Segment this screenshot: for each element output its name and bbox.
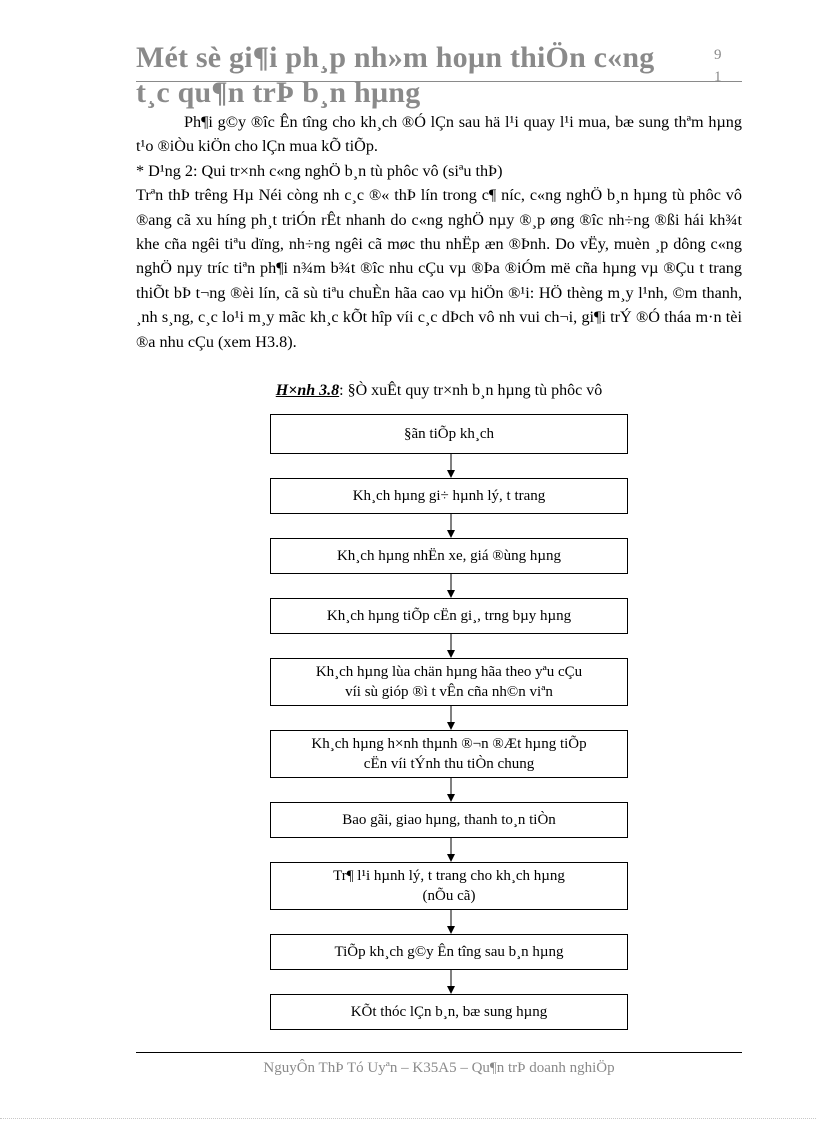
footer-divider [136, 1052, 742, 1053]
flow-arrow-7 [444, 838, 458, 862]
flow-step-6: Kh¸ch hµng h×nh thµnh ®¬n ®Æt hµng tiÕp cËn víi tÝnh thu tiÒn chung [270, 730, 628, 778]
flow-arrow-8 [444, 910, 458, 934]
flow-step-1: §ãn tiÕp kh¸ch [270, 414, 628, 454]
page-number-digit-2: 1 [714, 69, 722, 85]
figure-label: H×nh 3.8 [275, 382, 340, 399]
body-text [136, 110, 742, 354]
flow-arrow-2 [444, 514, 458, 538]
flow-arrow-9 [444, 970, 458, 994]
flow-step-4: Kh¸ch hµng tiÕp cËn gi¸, trng bµy hµng [270, 598, 628, 634]
flow-arrow-3 [444, 574, 458, 598]
header-title-line-1: Mét sè gi¶i ph¸p nh»m hoµn thiÖn c«ng [136, 41, 655, 74]
paragraph-1: Ph¶i g©y ®îc Ên tîng cho kh¸ch ®Ó lÇn sau hä l¹i quay l¹i mua, bæ sung thªm hµng t¹o ®iÒu kiÖn cho lÇn mua kÕ tiÕp. [136, 113, 742, 156]
flow-step-10: KÕt thóc lÇn b¸n, bæ sung hµng [270, 994, 628, 1030]
flow-step-9: TiÕp kh¸ch g©y Ên tîng sau b¸n hµng [270, 934, 628, 970]
flow-step-3: Kh¸ch hµng nhËn xe, giá ®ùng hµng [270, 538, 628, 574]
page-bottom-edge [0, 1118, 816, 1119]
flow-arrow-4 [444, 634, 458, 658]
flow-step-2: Kh¸ch hµng gi÷ hµnh lý, t trang [270, 478, 628, 514]
page-number-digit-1: 9 [714, 47, 722, 63]
flow-arrow-5 [444, 706, 458, 730]
figure-caption [136, 381, 742, 401]
figure-caption-text: §Ò xuÊt quy tr×nh b¸n hµng tù phôc vô [347, 382, 603, 399]
flow-step-8: Tr¶ l¹i hµnh lý, t trang cho kh¸ch hµng (nÕu cã) [270, 862, 628, 910]
flow-step-7: Bao gãi, giao hµng, thanh to¸n tiÒn [270, 802, 628, 838]
flow-arrow-1 [444, 454, 458, 478]
paragraph-3: Trªn thÞ trêng Hµ Néi còng nh c¸c ®« thÞ lín trong c¶ níc, c«ng nghÖ b¸n hµng tù phôc vô ®ang cã xu híng ph¸t triÓn rÊt nhanh do c«ng nghÖ nµy ®¸p øng ®îc nh÷ng ®ßi hái kh¾t khe cña ngêi tiªu dïng, nh÷ng ngêi cã møc thu nhËp æn ®Þnh. Do vËy, muèn ¸p dông c«ng nghÖ nµy tríc tiªn ph¶i n¾m b¾t ®îc nhu cÇu vµ ®Þa ®iÓm më cña hµng vµ ®Çu t trang thiÕt bÞ t¬ng ®èi lín, cã sù tiªu chuÈn hãa cao vµ hiÖn ®¹i: HÖ thèng m¸y l¹nh, ©m thanh, ¸nh s¸ng, c¸c lo¹i m¸y mãc kh¸c kÕt hîp víi c¸c dÞch vô nh vui ch¬i, gi¶i trÝ ®Ó tháa m·n tèi ®a nhu cÇu (xem H3.8). [136, 186, 742, 351]
footer-text: NguyÔn ThÞ Tó Uyªn – K35A5 – Qu¶n trÞ doanh nghiÖp [263, 1060, 615, 1076]
page-header-title [136, 40, 706, 110]
flow-step-5: Kh¸ch hµng lùa chän hµng hãa theo yªu cÇu víi sù gióp ®ì t vÊn cña nh©n viªn [270, 658, 628, 706]
paragraph-2: * D¹ng 2: Qui tr×nh c«ng nghÖ b¸n tù phôc vô (siªu thÞ) [136, 161, 503, 180]
flow-arrow-6 [444, 778, 458, 802]
figure-separator: : [339, 382, 348, 399]
header-divider [136, 81, 742, 82]
header-title-line-2: t¸c qu¶n trÞ b¸n hµng [136, 76, 421, 109]
